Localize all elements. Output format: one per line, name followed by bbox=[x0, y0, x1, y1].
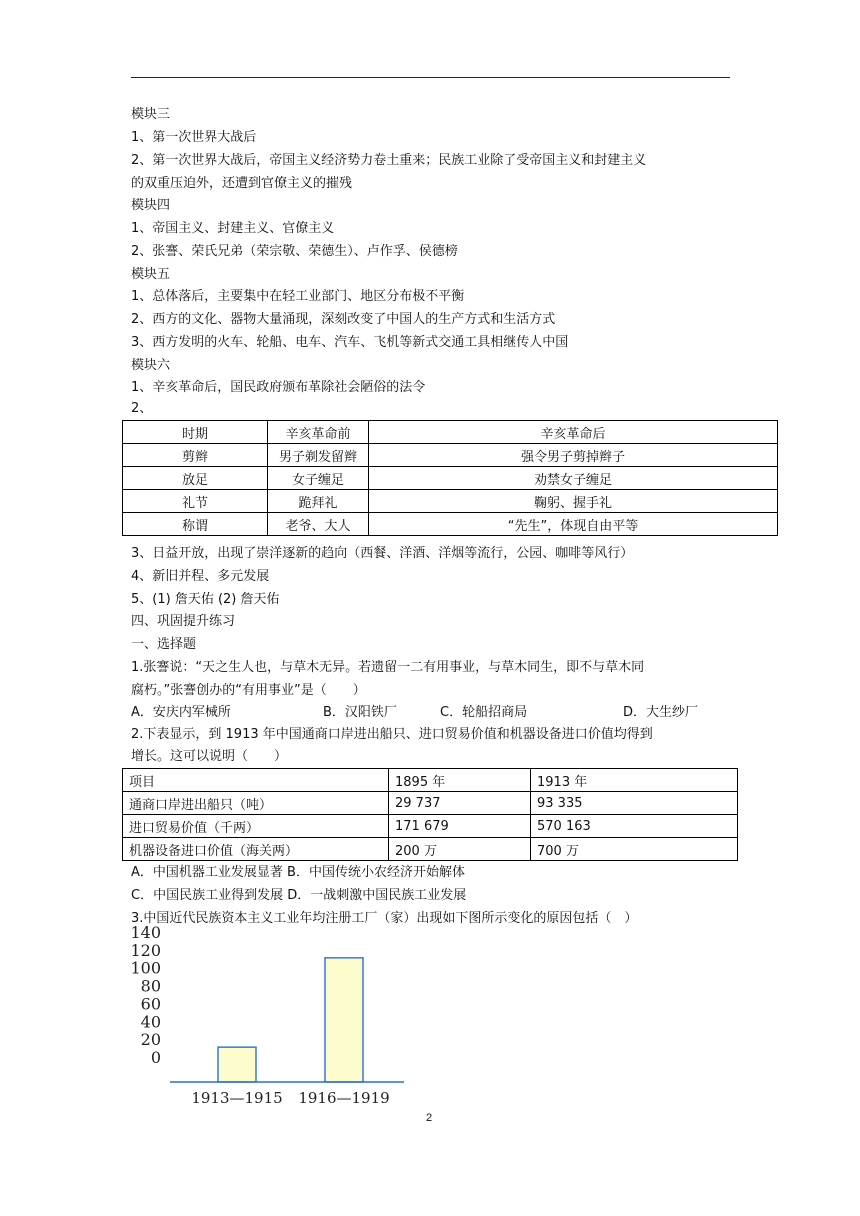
bar bbox=[218, 1047, 256, 1082]
text-line: 5、(1) 詹天佑 (2) 詹天佑 bbox=[131, 592, 280, 607]
table-cell: 鞠躬、握手礼 bbox=[369, 490, 778, 513]
q2-options-ab[interactable]: A．中国机器工业发展显著 B．中国传统小农经济开始解体 bbox=[131, 865, 465, 880]
text-line: 1、辛亥革命后，国民政府颁布革除社会陋俗的法令 bbox=[131, 380, 426, 395]
q1-option-a[interactable]: A．安庆内军械所 bbox=[131, 705, 231, 720]
table-cell: 放足 bbox=[123, 467, 268, 490]
table-cell: 进口贸易价值（千两） bbox=[123, 815, 389, 838]
text-line: 1、第一次世界大战后 bbox=[131, 130, 257, 145]
trade-data-table bbox=[122, 768, 738, 861]
text-line: 3、日益开放，出现了崇洋逐新的趋向（西餐、洋酒、洋烟等流行，公园、咖啡等风行） bbox=[131, 546, 634, 561]
y-tick-label: 40 bbox=[140, 1012, 161, 1032]
question-2-text: 2.下表显示，到 1913 年中国通商口岸进出船只、进口贸易价值和机器设备进口价值均得到 bbox=[131, 727, 653, 742]
text-line: 2、第一次世界大战后，帝国主义经济势力卷土重来；民族工业除了受帝国主义和封建主义 bbox=[131, 153, 647, 168]
table-header-cell: 1913 年 bbox=[531, 769, 738, 792]
y-tick-label: 80 bbox=[140, 976, 161, 996]
table-header-cell: 1895 年 bbox=[389, 769, 531, 792]
text-line: 2、西方的文化、器物大量涌现，深刻改变了中国人的生产方式和生活方式 bbox=[131, 312, 556, 327]
table-row bbox=[123, 838, 738, 861]
question-2-text: 增长。这可以说明（ ） bbox=[131, 749, 288, 764]
table-cell: 29 737 bbox=[389, 792, 531, 815]
section-title-module4: 模块四 bbox=[131, 198, 171, 213]
table-cell: 称谓 bbox=[123, 513, 268, 536]
x-tick-label: 1913—1915 bbox=[191, 1089, 283, 1107]
table-header-cell: 项目 bbox=[123, 769, 389, 792]
table-cell: 礼节 bbox=[123, 490, 268, 513]
text-line: 1、总体落后，主要集中在轻工业部门、地区分布极不平衡 bbox=[131, 289, 465, 304]
text-line: 的双重压迫外，还遭到官僚主义的摧残 bbox=[131, 176, 353, 191]
section-title-choice: 一、选择题 bbox=[131, 637, 197, 652]
y-tick-label: 140 bbox=[130, 923, 161, 942]
table-cell: 男子剃发留辫 bbox=[268, 444, 369, 467]
header-rule bbox=[131, 77, 730, 78]
table-cell: 通商口岸进出船只（吨） bbox=[123, 792, 389, 815]
table-cell: 强令男子剪掉辫子 bbox=[369, 444, 778, 467]
table-cell: 女子缠足 bbox=[268, 467, 369, 490]
x-tick-label: 1916—1919 bbox=[298, 1089, 390, 1107]
y-tick-label: 0 bbox=[150, 1048, 161, 1067]
q2-options-cd[interactable]: C．中国民族工业得到发展 D．一战刺激中国民族工业发展 bbox=[131, 888, 467, 903]
table-header-row bbox=[123, 421, 778, 444]
table-cell: 93 335 bbox=[531, 792, 738, 815]
table-header-row bbox=[123, 769, 738, 792]
section-title-module6: 模块六 bbox=[131, 358, 171, 373]
y-tick-label: 100 bbox=[130, 958, 161, 978]
text-line: 4、新旧并程、多元发展 bbox=[131, 569, 270, 584]
question-1-text: 腐朽。”张謇创办的“有用事业”是（ ） bbox=[131, 683, 366, 698]
table-row bbox=[123, 444, 778, 467]
y-tick-label: 20 bbox=[140, 1030, 161, 1050]
bar bbox=[325, 958, 363, 1082]
table-cell: 570 163 bbox=[531, 815, 738, 838]
section-title-module5: 模块五 bbox=[131, 267, 171, 282]
table-row bbox=[123, 467, 778, 490]
table-cell: 171 679 bbox=[389, 815, 531, 838]
question-3-text: 3.中国近代民族资本主义工业年均注册工厂（家）出现如下图所示变化的原因包括（ ） bbox=[131, 911, 638, 926]
table-cell: 剪辫 bbox=[123, 444, 268, 467]
table-cell: 老爷、大人 bbox=[268, 513, 369, 536]
table-cell: “先生”，体现自由平等 bbox=[369, 513, 778, 536]
table-header-cell: 时期 bbox=[123, 421, 268, 444]
table-row bbox=[123, 513, 778, 536]
y-tick-label: 60 bbox=[140, 994, 161, 1014]
q1-option-c[interactable]: C．轮船招商局 bbox=[440, 705, 528, 720]
factory-bar-chart bbox=[130, 923, 410, 1108]
table-cell: 700 万 bbox=[531, 838, 738, 861]
table-header-cell: 辛亥革命后 bbox=[369, 421, 778, 444]
table-cell: 机器设备进口价值（海关两） bbox=[123, 838, 389, 861]
customs-reform-table bbox=[122, 420, 778, 536]
text-line: 2、张謇、荣氏兄弟（荣宗敬、荣德生）、卢作孚、侯德榜 bbox=[131, 244, 458, 259]
text-line: 3、西方发明的火车、轮船、电车、汽车、飞机等新式交通工具相继传人中国 bbox=[131, 335, 569, 350]
q1-option-b[interactable]: B．汉阳铁厂 bbox=[323, 705, 397, 720]
table-header-cell: 辛亥革命前 bbox=[268, 421, 369, 444]
table-cell: 跪拜礼 bbox=[268, 490, 369, 513]
y-tick-label: 120 bbox=[130, 940, 161, 960]
q1-option-d[interactable]: D．大生纱厂 bbox=[623, 705, 699, 720]
question-1-text: 1.张謇说：“天之生人也，与草木无异。若遗留一二有用事业，与草木同生，即不与草木同 bbox=[131, 660, 645, 675]
section-title-module3: 模块三 bbox=[131, 107, 171, 122]
text-line: 1、帝国主义、封建主义、官僚主义 bbox=[131, 221, 335, 236]
page-number: 2 bbox=[426, 1112, 433, 1124]
table-row bbox=[123, 490, 778, 513]
table-cell: 劝禁女子缠足 bbox=[369, 467, 778, 490]
section-title-practice: 四、巩固提升练习 bbox=[131, 614, 236, 629]
table-cell: 200 万 bbox=[389, 838, 531, 861]
table-row bbox=[123, 815, 738, 838]
table-row bbox=[123, 792, 738, 815]
text-line: 2、 bbox=[131, 401, 153, 416]
